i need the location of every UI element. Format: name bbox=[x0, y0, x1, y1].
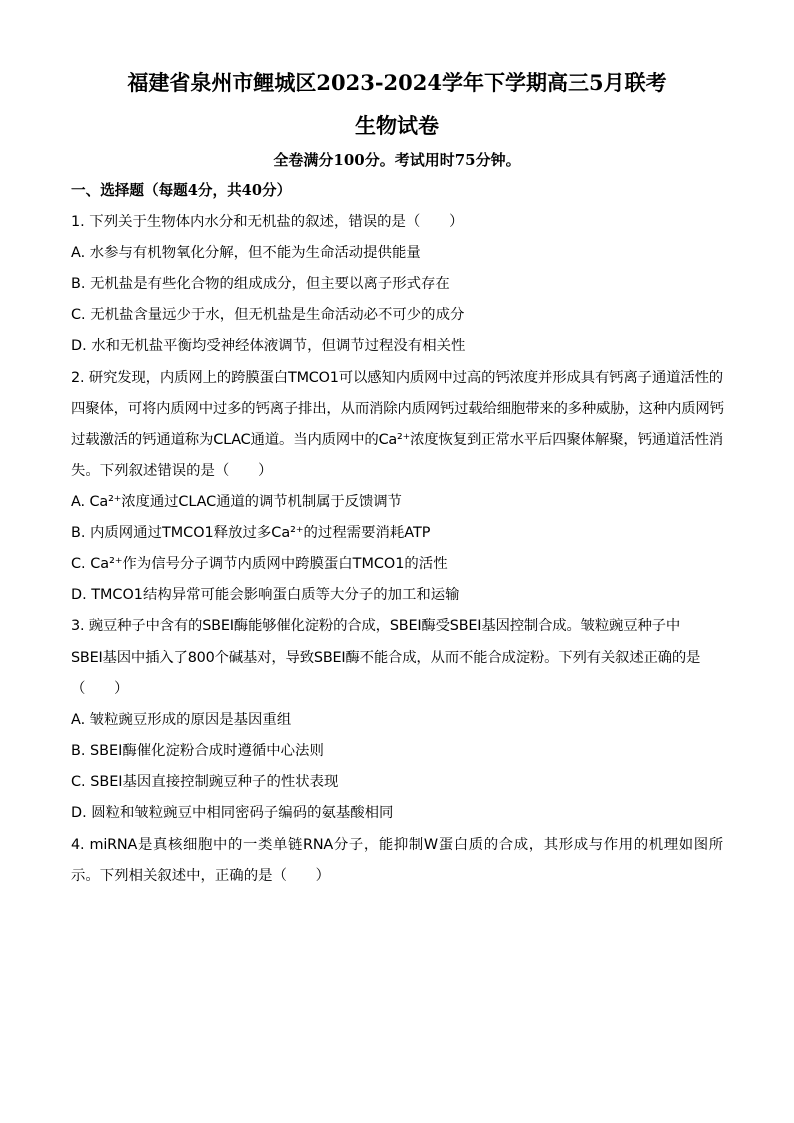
question-3-stem-line-2: SBEI基因中插入了800个碱基对，导致SBEI酶不能合成，从而不能合成淀粉。下列有关叙述正确的是 bbox=[71, 650, 701, 666]
question-3-stem-line-3: （ ） bbox=[71, 681, 129, 697]
section-heading: 一、选择题（每题4分，共40分） bbox=[71, 182, 292, 199]
question-3-option-b: B. SBEI酶催化淀粉合成时遵循中心法则 bbox=[71, 743, 324, 759]
question-2-stem-line-4: 失。下列叙述错误的是（ ） bbox=[71, 463, 273, 479]
question-1-option-a: A. 水参与有机物氧化分解，但不能为生命活动提供能量 bbox=[71, 245, 421, 261]
question-1-stem: 1. 下列关于生物体内水分和无机盐的叙述，错误的是（ ） bbox=[71, 214, 464, 230]
question-2-stem-line-1: 2. 研究发现，内质网上的跨膜蛋白TMCO1可以感知内质网中过高的钙浓度并形成具有钙离子通道活性的 bbox=[71, 370, 723, 386]
question-3-stem-line-1: 3. 豌豆种子中含有的SBEI酶能够催化淀粉的合成，SBEI酶受SBEI基因控制合成。皱粒豌豆种子中 bbox=[71, 618, 681, 634]
question-1-option-d: D. 水和无机盐平衡均受神经体液调节，但调节过程没有相关性 bbox=[71, 338, 466, 354]
question-4-stem-line-1: 4. miRNA是真核细胞中的一类单链RNA分子，能抑制W蛋白质的合成，其形成与作用的机理如图所 bbox=[71, 837, 723, 853]
exam-title: 福建省泉州市鲤城区2023-2024学年下学期高三5月联考 bbox=[127, 70, 667, 95]
question-1-option-b: B. 无机盐是有些化合物的组成成分，但主要以离子形式存在 bbox=[71, 276, 450, 292]
question-2-option-b: B. 内质网通过TMCO1释放过多Ca²⁺的过程需要消耗ATP bbox=[71, 525, 431, 541]
question-1-option-c: C. 无机盐含量远少于水，但无机盐是生命活动必不可少的成分 bbox=[71, 307, 465, 323]
question-4-stem-line-2: 示。下列相关叙述中，正确的是（ ） bbox=[71, 868, 331, 884]
exam-subject: 生物试卷 bbox=[355, 113, 439, 138]
question-2-stem-line-3: 过载激活的钙通道称为CLAC通道。当内质网中的Ca²⁺浓度恢复到正常水平后四聚体解聚，钙通道活性消 bbox=[71, 432, 723, 448]
question-3-option-c: C. SBEI基因直接控制豌豆种子的性状表现 bbox=[71, 774, 339, 790]
question-2-option-d: D. TMCO1结构异常可能会影响蛋白质等大分子的加工和运输 bbox=[71, 587, 460, 603]
question-2-option-a: A. Ca²⁺浓度通过CLAC通道的调节机制属于反馈调节 bbox=[71, 494, 402, 510]
question-3-option-a: A. 皱粒豌豆形成的原因是基因重组 bbox=[71, 712, 292, 728]
question-2-option-c: C. Ca²⁺作为信号分子调节内质网中跨膜蛋白TMCO1的活性 bbox=[71, 556, 448, 572]
exam-note: 全卷满分100分。考试用时75分钟。 bbox=[273, 151, 521, 169]
question-3-option-d: D. 圆粒和皱粒豌豆中相同密码子编码的氨基酸相同 bbox=[71, 805, 394, 821]
question-2-stem-line-2: 四聚体，可将内质网中过多的钙离子排出，从而消除内质网钙过载给细胞带来的多种威胁，这种内质网钙 bbox=[71, 401, 724, 417]
